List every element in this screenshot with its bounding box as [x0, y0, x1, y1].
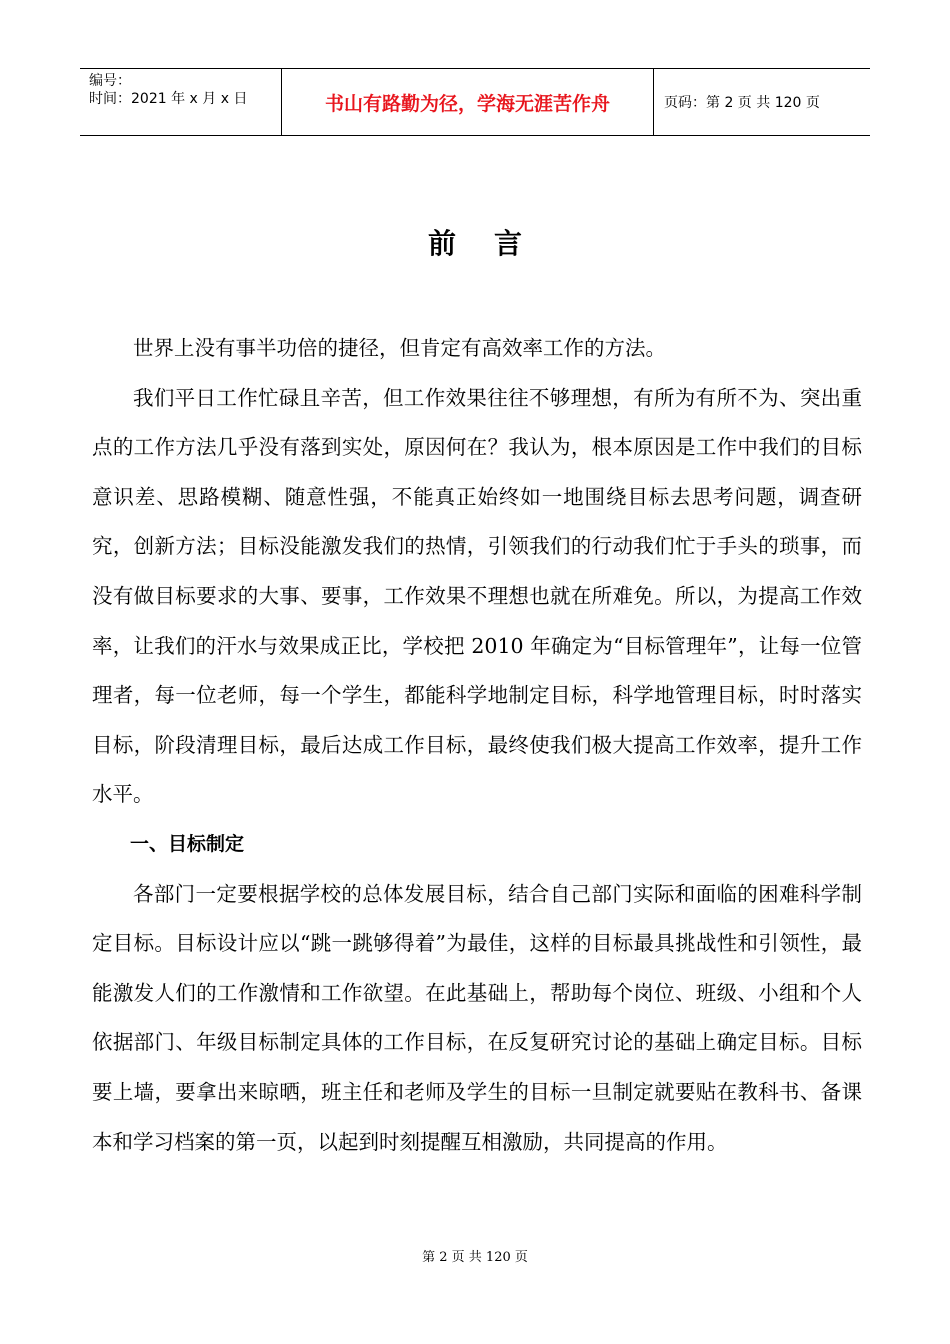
header-motto: 书山有路勤为径，学海无涯苦作舟 — [324, 92, 610, 115]
header-page-cell — [654, 69, 870, 135]
document-time-label: 时间：2021 年 x 月 x 日 — [89, 91, 248, 107]
header-page-info: 页码：第 2 页 共 120 页 — [664, 95, 820, 111]
page-footer: 第 2 页 共 120 页 — [422, 1250, 528, 1265]
page-header — [80, 68, 870, 136]
header-meta-cell — [80, 69, 282, 135]
paragraph-intro: 世界上没有事半功倍的捷径，但肯定有高效率工作的方法。 — [133, 336, 666, 360]
header-motto-cell — [282, 69, 654, 135]
document-title: 前言 — [427, 227, 560, 260]
section-heading: 一、目标制定 — [130, 832, 245, 855]
section-paragraph: 各部门一定要根据学校的总体发展目标，结合自己部门实际和面临的困难科学制定目标。目标设计应以“跳一跳够得着”为最佳，这样的目标最具挑战性和引领性，最能激发人们的工作激情和工作欲望。在此基础上，帮助每个岗位、班级、小组和个人依据部门、年级目标制定具体的工作目标，在反复研究讨论的基础上确定目标。目标要上墙，要拿出来晾晒，班主任和老师及学生的目标一旦制定就要贴在教科书、备课本和学习档案的第一页，以起到时刻提醒互相激励，共同提高的作用。 — [92, 881, 862, 1154]
document-number-label: 编号： — [89, 73, 131, 89]
paragraph-main: 我们平日工作忙碌且辛苦，但工作效果往往不够理想，有所为有所不为、突出重点的工作方法几乎没有落到实处，原因何在？我认为，根本原因是工作中我们的目标意识差、思路模糊、随意性强，不能真正始终如一地围绕目标去思考问题，调查研究，创新方法；目标没能激发我们的热情，引领我们的行动我们忙于手头的琐事，而没有做目标要求的大事、要事，工作效果不理想也就在所难免。所以，为提高工作效率，让我们的汗水与效果成正比，学校把 2010 年确定为“目标管理年”，让每一位管理者，每一位老师，每一个学生，都能科学地制定目标，科学地管理目标，时时落实目标，阶段清理目标，最后达成工作目标，最终使我们极大提高工作效率，提升工作水平。 — [92, 385, 862, 807]
document-body — [92, 324, 862, 1167]
